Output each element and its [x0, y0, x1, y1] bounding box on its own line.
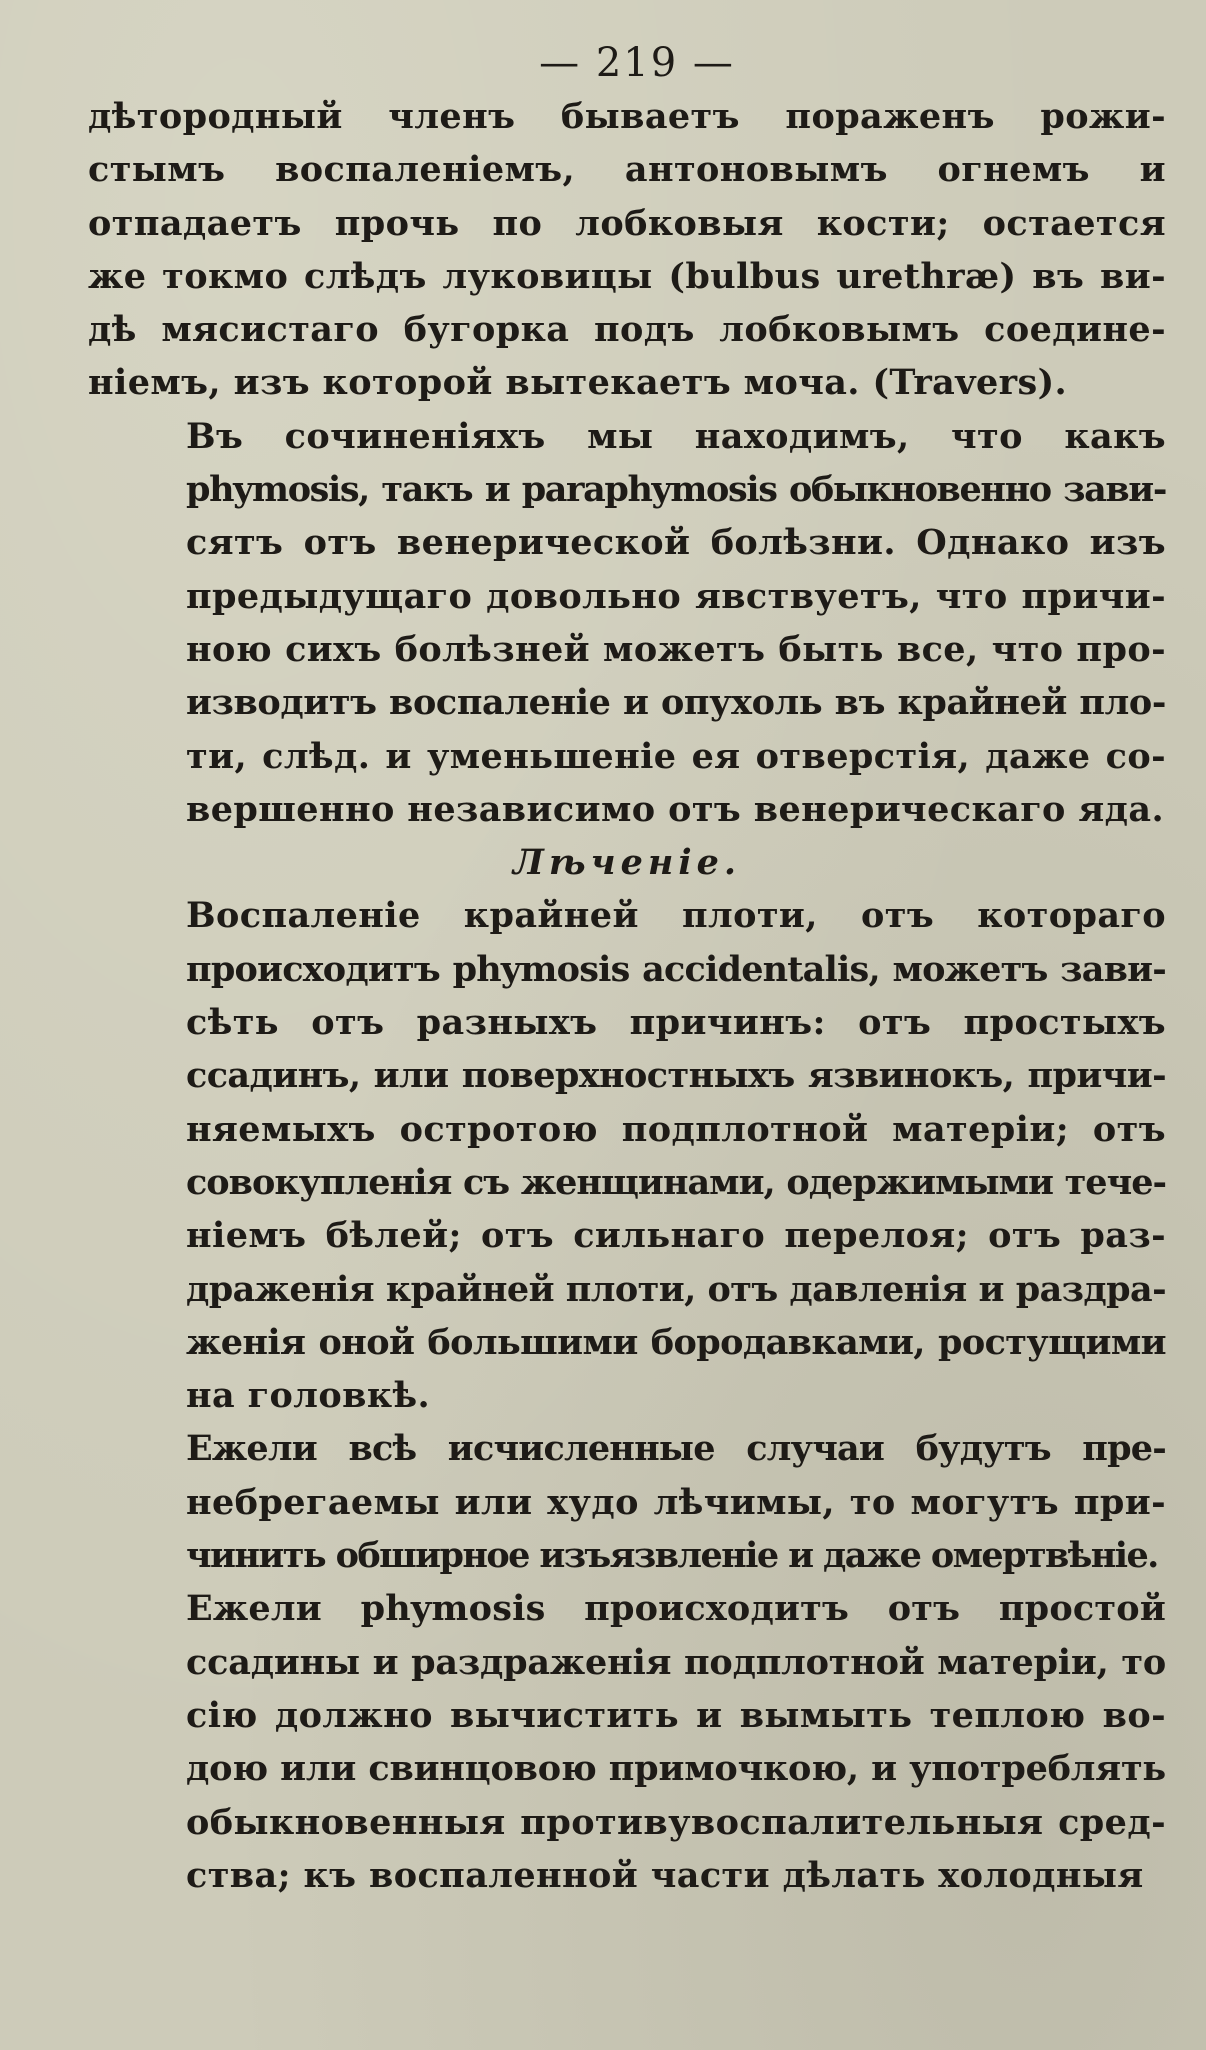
text-line: сятъ отъ венерической болѣзни. Однако изъ: [186, 522, 1166, 564]
text-line: ссадинъ, или поверхностныхъ язвинокъ, причи-: [186, 1055, 1166, 1097]
text-line: чинить обширное изъязвленіе и даже омертвѣніе.: [186, 1535, 1158, 1577]
paragraph: [88, 1582, 1166, 1902]
text-line: Ежели всѣ исчисленные случаи будутъ пре-: [186, 1428, 1166, 1470]
text-line: драженія крайней плоти, отъ давленія и раздра-: [186, 1268, 1166, 1310]
text-line: небрегаемы или худо лѣчимы, то могутъ при-: [186, 1481, 1166, 1523]
text-line: вершенно независимо отъ венерическаго яда.: [186, 788, 1165, 830]
text-line: изводитъ воспаленіе и опухоль въ крайней пло-: [186, 682, 1166, 724]
text-line: стымъ воспаленіемъ, антоновымъ огнемъ и: [88, 149, 1166, 191]
text-line: сію должно вычистить и вымыть теплою во-: [186, 1694, 1166, 1736]
text-line: Ежели phymosis происходитъ отъ простой: [186, 1588, 1166, 1630]
page-number: — 219 —: [539, 40, 735, 86]
text-line: дѣ мясистаго бугорка подъ лобковымъ соедине-: [88, 309, 1166, 351]
paragraph: [88, 1422, 1166, 1582]
text-line: происходитъ phymosis accidentalis, можетъ зави-: [186, 948, 1166, 990]
text-line: дою или свинцовою примочкою, и употреблять: [186, 1748, 1166, 1790]
text-line: обыкновенныя противувоспалительныя сред-: [186, 1801, 1166, 1843]
text-line: ства; къ воспаленной части дѣлать холодныя: [186, 1854, 1144, 1896]
body-after-heading: [88, 889, 1166, 1902]
text-line: phymosis, такъ и paraphymosis обыкновенно зави-: [186, 469, 1166, 511]
text-line: на головкѣ.: [186, 1375, 431, 1417]
text-line: же токмо слѣдъ луковицы (bulbus urethræ) въ ви-: [88, 255, 1166, 297]
text-line: ссадины и раздраженія подплотной матеріи, то: [186, 1641, 1166, 1683]
text-line: дѣтородный членъ бываетъ пораженъ рожи-: [88, 96, 1166, 137]
text-line: ніемъ, изъ которой вытекаетъ моча. (Travers).: [88, 362, 1068, 404]
body-before-heading: [88, 90, 1166, 836]
page-body: [88, 90, 1166, 1902]
text-line: женія оной большими бородавками, ростущими: [186, 1321, 1166, 1363]
text-line: совокупленія съ женщинами, одержимыми тече-: [186, 1161, 1166, 1203]
text-line: отпадаетъ прочь по лобковыя кости; остается: [88, 202, 1166, 244]
text-line: сѣть отъ разныхъ причинъ: отъ простыхъ: [186, 1002, 1166, 1044]
section-heading: Лѣченіе.: [512, 842, 742, 884]
text-line: предыдущаго довольно явствуетъ, что причи-: [186, 575, 1166, 617]
text-line: ною сихъ болѣзней можетъ быть все, что про-: [186, 628, 1166, 670]
paragraph: [88, 889, 1166, 1422]
paragraph: [88, 90, 1166, 410]
paragraph: [88, 410, 1166, 836]
text-line: Въ сочиненіяхъ мы находимъ, что какъ: [186, 415, 1166, 457]
text-line: Воспаленіе крайней плоти, отъ котораго: [186, 895, 1166, 937]
text-line: няемыхъ остротою подплотной матеріи; отъ: [186, 1108, 1166, 1150]
text-line: ти, слѣд. и уменьшеніе ея отверстія, даже со-: [186, 735, 1166, 777]
text-line: ніемъ бѣлей; отъ сильнаго перелоя; отъ раз-: [186, 1215, 1166, 1257]
